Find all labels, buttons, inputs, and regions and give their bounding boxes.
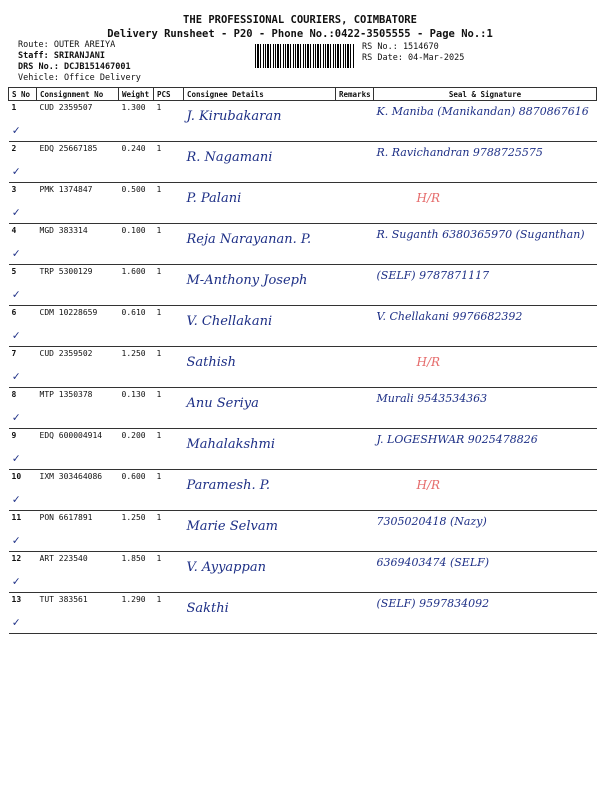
row-consignee [184,142,336,183]
row-consignee [184,429,336,470]
row-seal [374,306,597,347]
row-sno: 6 ✓ [9,306,37,347]
row-consignee [184,470,336,511]
check-mark-icon: ✓ [12,615,20,629]
table-row [9,306,597,347]
consignee-handwriting: Paramesh. P. [186,478,270,493]
row-pcs: 1 [154,429,184,470]
row-pcs: 1 [154,183,184,224]
row-seal [374,101,597,142]
row-consignee [184,347,336,388]
check-mark-icon: ✓ [12,328,20,342]
seal-signature: 6369403474 (SELF) [376,556,490,569]
consignee-handwriting: J. Kirubakaran [186,109,282,124]
table-row [9,265,597,306]
rs-meta [362,42,464,64]
table-row [9,470,597,511]
row-remarks [336,470,374,511]
consignee-handwriting: P. Palani [186,191,242,206]
table-header [9,88,597,101]
row-sno: 12 ✓ [9,552,37,593]
consignee-handwriting: M-Anthony Joseph [186,273,308,288]
row-consignment: EDQ 600004914 [37,429,119,470]
seal-signature: (SELF) 9597834092 [376,597,490,610]
row-weight: 1.600 [119,265,154,306]
row-remarks [336,101,374,142]
check-mark-icon: ✓ [12,533,20,547]
row-pcs: 1 [154,552,184,593]
check-mark-icon: ✓ [12,205,20,219]
check-mark-icon: ✓ [12,164,20,178]
row-pcs: 1 [154,142,184,183]
col-seal: Seal & Signature [374,88,597,101]
row-remarks [336,388,374,429]
row-pcs: 1 [154,265,184,306]
check-mark-icon: ✓ [12,369,20,383]
runsheet-meta [18,40,141,84]
consignee-handwriting: V. Chellakani [186,314,273,329]
table-row [9,552,597,593]
row-consignee [184,552,336,593]
consignee-handwriting: Sakthi [186,601,229,616]
row-consignee [184,593,336,634]
row-weight: 1.850 [119,552,154,593]
row-weight: 0.610 [119,306,154,347]
row-weight: 1.300 [119,101,154,142]
row-weight: 0.600 [119,470,154,511]
col-pcs: PCS [154,88,184,101]
check-mark-icon: ✓ [12,123,20,137]
consignee-handwriting: Mahalakshmi [186,437,275,452]
row-consignment: PON 6617891 [37,511,119,552]
row-remarks [336,224,374,265]
row-weight: 0.130 [119,388,154,429]
route-label: Route: OUTER AREIYA [18,40,116,50]
row-seal [374,388,597,429]
row-remarks [336,306,374,347]
row-seal [374,593,597,634]
check-mark-icon: ✓ [12,410,20,424]
table-row [9,429,597,470]
company-name: THE PROFESSIONAL COURIERS, COIMBATORE [183,14,417,26]
row-weight: 0.240 [119,142,154,183]
col-sno: S No [9,88,37,101]
consignee-handwriting: V. Ayyappan [186,560,266,575]
row-consignment: MGD 383314 [37,224,119,265]
row-sno: 8 ✓ [9,388,37,429]
row-sno: 11 ✓ [9,511,37,552]
seal-signature: K. Maniba (Manikandan) 8870867616 [376,105,589,118]
seal-signature: J. LOGESHWAR 9025478826 [376,433,538,446]
row-remarks [336,511,374,552]
row-seal [374,511,597,552]
row-consignee [184,511,336,552]
table-row [9,101,597,142]
consignee-handwriting: R. Nagamani [186,150,273,165]
row-pcs: 1 [154,347,184,388]
table-row [9,511,597,552]
row-pcs: 1 [154,224,184,265]
row-seal [374,142,597,183]
seal-signature: H/R [416,478,441,492]
consignee-handwriting: Reja Narayanan. P. [186,232,312,247]
row-sno: 9 ✓ [9,429,37,470]
row-consignment: EDQ 25667185 [37,142,119,183]
col-remarks: Remarks [336,88,374,101]
table-row [9,142,597,183]
table-row [9,593,597,634]
seal-signature: 7305020418 (Nazy) [376,515,487,528]
row-pcs: 1 [154,470,184,511]
row-seal [374,183,597,224]
row-sno: 3 ✓ [9,183,37,224]
row-sno: 5 ✓ [9,265,37,306]
col-consignment: Consignment No [37,88,119,101]
row-remarks [336,347,374,388]
col-consignee: Consignee Details [184,88,336,101]
row-consignee [184,306,336,347]
row-sno: 1 ✓ [9,101,37,142]
row-weight: 0.500 [119,183,154,224]
runsheet-table [8,87,597,634]
row-remarks [336,593,374,634]
row-consignee [184,183,336,224]
row-seal [374,265,597,306]
row-pcs: 1 [154,388,184,429]
row-consignee [184,265,336,306]
seal-signature: V. Chellakani 9976682392 [376,310,523,323]
row-consignment: PMK 1374847 [37,183,119,224]
row-consignment: CUD 2359502 [37,347,119,388]
row-weight: 1.250 [119,511,154,552]
row-consignment: MTP 1350378 [37,388,119,429]
row-remarks [336,429,374,470]
table-row [9,224,597,265]
row-consignment: CUD 2359507 [37,101,119,142]
row-consignment: ART 223540 [37,552,119,593]
seal-signature: H/R [416,191,441,205]
row-weight: 0.200 [119,429,154,470]
row-weight: 1.250 [119,347,154,388]
table-row [9,347,597,388]
seal-signature: R. Suganth 6380365970 (Suganthan) [376,228,585,241]
runsheet-title: Delivery Runsheet - P20 - Phone No.:0422-3505555 - Page No.:1 [107,28,493,40]
row-sno: 2 ✓ [9,142,37,183]
col-weight: Weight [119,88,154,101]
check-mark-icon: ✓ [12,451,20,465]
row-consignment: TUT 383561 [37,593,119,634]
row-consignee [184,388,336,429]
row-consignee [184,224,336,265]
row-weight: 0.100 [119,224,154,265]
row-seal [374,470,597,511]
row-pcs: 1 [154,511,184,552]
row-remarks [336,265,374,306]
table-row [9,183,597,224]
consignee-handwriting: Sathish [186,355,236,370]
drs-label: DRS No.: DCJB151467001 [18,62,131,72]
row-seal [374,347,597,388]
staff-label: Staff: SRIRANJANI [18,51,105,61]
barcode [255,44,355,68]
row-seal [374,224,597,265]
seal-signature: Murali 9543534363 [376,392,488,405]
row-pcs: 1 [154,306,184,347]
row-pcs: 1 [154,101,184,142]
row-weight: 1.290 [119,593,154,634]
row-consignment: IXM 303464086 [37,470,119,511]
seal-signature: (SELF) 9787871117 [376,269,490,282]
row-remarks [336,183,374,224]
seal-signature: H/R [416,355,441,369]
check-mark-icon: ✓ [12,492,20,506]
table-row [9,388,597,429]
row-remarks [336,552,374,593]
row-sno: 7 ✓ [9,347,37,388]
row-consignment: TRP 5300129 [37,265,119,306]
consignee-handwriting: Marie Selvam [186,519,278,534]
check-mark-icon: ✓ [12,574,20,588]
check-mark-icon: ✓ [12,287,20,301]
check-mark-icon: ✓ [12,246,20,260]
row-sno: 10 ✓ [9,470,37,511]
consignee-handwriting: Anu Seriya [186,396,259,411]
row-sno: 4 ✓ [9,224,37,265]
row-consignee [184,101,336,142]
row-pcs: 1 [154,593,184,634]
seal-signature: R. Ravichandran 9788725575 [376,146,543,159]
vehicle-label: Vehicle: Office Delivery [18,73,141,83]
row-seal [374,429,597,470]
row-consignment: CDM 10228659 [37,306,119,347]
row-sno: 13 ✓ [9,593,37,634]
row-remarks [336,142,374,183]
rs-date: RS Date: 04-Mar-2025 [362,53,465,63]
rs-number: RS No.: 1514670 [362,42,439,52]
row-seal [374,552,597,593]
